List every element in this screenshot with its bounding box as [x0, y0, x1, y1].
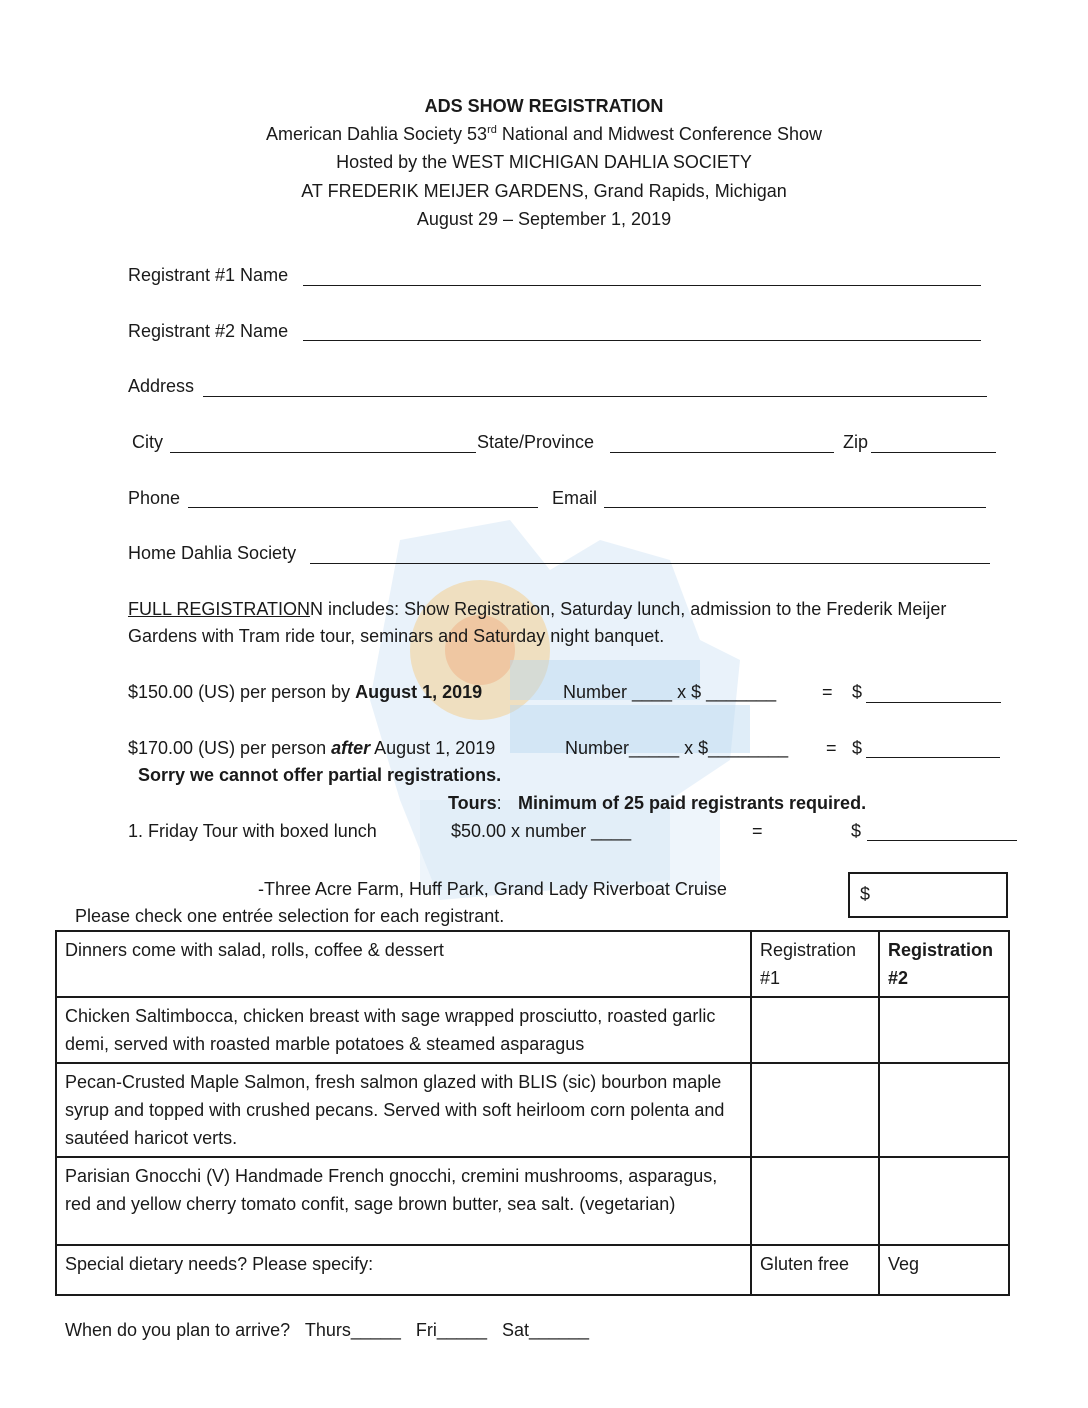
show-logo-watermark: [340, 500, 780, 940]
entree-table: [55, 930, 1010, 1296]
early-equals: =: [822, 682, 833, 702]
grand-total-dollar: $: [860, 884, 871, 904]
table-header-row: [56, 931, 1009, 997]
friday-tour-price[interactable]: $50.00 x number ____: [451, 821, 632, 841]
arrival-thurs[interactable]: Thurs_____: [304, 1320, 401, 1340]
phone-label: Phone: [128, 488, 181, 508]
address-line[interactable]: [203, 396, 987, 397]
subtitle-line-1: [0, 124, 1088, 145]
full-registration-text-1: [128, 599, 946, 620]
email-line[interactable]: [604, 507, 986, 508]
late-price-after: after: [331, 738, 371, 758]
chicken-reg2-cell[interactable]: [879, 997, 1009, 1063]
gnocchi-reg2-cell[interactable]: [879, 1157, 1009, 1245]
subtitle-line-1-post: National and Midwest Conference Show: [496, 124, 823, 144]
table-row: [56, 1063, 1009, 1157]
entree-chicken: Chicken Saltimbocca, chicken breast with sage wrapped prosciutto, roasted garlic demi, served with roasted marble potatoes & steamed asparagus: [56, 997, 751, 1063]
entree-gnocchi: Parisian Gnocchi (V) Handmade French gnocchi, cremini mushrooms, asparagus, red and yellow cherry tomato confit, sage brown butter, sea salt. (vegetarian): [56, 1157, 751, 1245]
early-number[interactable]: Number ____ x $ _______: [563, 682, 777, 702]
zip-line[interactable]: [871, 452, 996, 453]
early-total-line[interactable]: [866, 702, 1001, 703]
registrant-2-label: Registrant #2 Name: [128, 321, 289, 341]
arrival-row: [65, 1320, 589, 1341]
tours-heading-colon: :: [496, 793, 502, 813]
chicken-reg1-cell[interactable]: [751, 997, 879, 1063]
late-dollar: $: [852, 738, 863, 758]
phone-line[interactable]: [188, 507, 538, 508]
table-row: [56, 1245, 1009, 1295]
tour-dollar: $: [851, 821, 862, 841]
gluten-free-cell[interactable]: Gluten free: [751, 1245, 879, 1295]
late-price-date: August 1, 2019: [370, 738, 496, 758]
zip-label: Zip: [843, 432, 869, 452]
home-society-line[interactable]: [310, 563, 990, 564]
full-registration-label: FULL REGISTRATION: [128, 599, 311, 619]
early-price-text: [128, 682, 482, 703]
registrant-2-line[interactable]: [303, 340, 981, 341]
late-total-line[interactable]: [866, 757, 1000, 758]
state-label: State/Province: [477, 432, 595, 452]
arrival-fri[interactable]: Fri_____: [415, 1320, 487, 1340]
tours-minimum: Minimum of 25 paid registrants required.: [518, 793, 867, 813]
table-row: [56, 1157, 1009, 1245]
early-dollar: $: [852, 682, 863, 702]
subtitle-line-1-pre: American Dahlia Society 53: [265, 124, 488, 144]
arrival-question: When do you plan to arrive?: [65, 1320, 291, 1340]
friday-tour-label: 1. Friday Tour with boxed lunch: [128, 821, 377, 841]
entree-salmon: Pecan-Crusted Maple Salmon, fresh salmon glazed with BLIS (sic) bourbon maple syrup and topped with crushed pecans. Served with soft heirloom corn polenta and sautéed haricot verts.: [56, 1063, 751, 1157]
table-row: [56, 997, 1009, 1063]
tour-total-line[interactable]: [867, 840, 1017, 841]
registrant-1-label: Registrant #1 Name: [128, 265, 289, 285]
state-line[interactable]: [610, 452, 834, 453]
grand-total-box[interactable]: [848, 872, 1008, 918]
partial-registration-note: Sorry we cannot offer partial registrations.: [138, 765, 502, 785]
tour-stops: -Three Acre Farm, Huff Park, Grand Lady Riverboat Cruise: [258, 879, 727, 899]
late-price-text: [128, 738, 495, 759]
registrant-1-line[interactable]: [303, 285, 981, 286]
dietary-needs[interactable]: Special dietary needs? Please specify:: [56, 1245, 751, 1295]
veg-cell[interactable]: Veg: [879, 1245, 1009, 1295]
full-registration-text-2: Gardens with Tram ride tour, seminars and Saturday night banquet.: [128, 626, 665, 646]
arrival-sat[interactable]: Sat______: [501, 1320, 590, 1340]
tour-equals: =: [752, 821, 763, 841]
full-registration-desc-1: Show Registration, Saturday lunch, admission to the Frederik Meijer: [399, 599, 947, 619]
late-number[interactable]: Number_____ x $________: [565, 738, 789, 758]
late-price-label: $170.00 (US) per person: [128, 738, 332, 758]
subtitle-line-2: Hosted by the WEST MICHIGAN DAHLIA SOCIETY: [336, 152, 752, 172]
early-price-date: August 1, 2019: [355, 682, 483, 702]
city-label: City: [132, 432, 163, 452]
home-society-label: Home Dahlia Society: [128, 543, 297, 563]
form-title: ADS SHOW REGISTRATION: [424, 96, 664, 116]
tours-heading: [448, 793, 502, 814]
dinner-header: Dinners come with salad, rolls, coffee & dessert: [56, 931, 751, 997]
subtitle-line-4: August 29 – September 1, 2019: [416, 209, 672, 229]
salmon-reg1-cell[interactable]: [751, 1063, 879, 1157]
registration-2-header: Registration #2: [879, 931, 1009, 997]
salmon-reg2-cell[interactable]: [879, 1063, 1009, 1157]
city-line[interactable]: [170, 452, 476, 453]
entree-instruction: Please check one entrée selection for each registrant.: [75, 906, 505, 926]
gnocchi-reg1-cell[interactable]: [751, 1157, 879, 1245]
late-equals: =: [826, 738, 837, 758]
subtitle-line-1-sup: rd: [487, 124, 497, 136]
registration-1-header: Registration #1: [751, 931, 879, 997]
subtitle-line-3: AT FREDERIK MEIJER GARDENS, Grand Rapids, Michigan: [301, 181, 787, 201]
tours-heading-label: Tours: [448, 793, 497, 813]
full-registration-label-tail: N includes:: [310, 599, 400, 619]
address-label: Address: [128, 376, 195, 396]
early-price-label: $150.00 (US) per person by: [128, 682, 356, 702]
email-label: Email: [552, 488, 598, 508]
